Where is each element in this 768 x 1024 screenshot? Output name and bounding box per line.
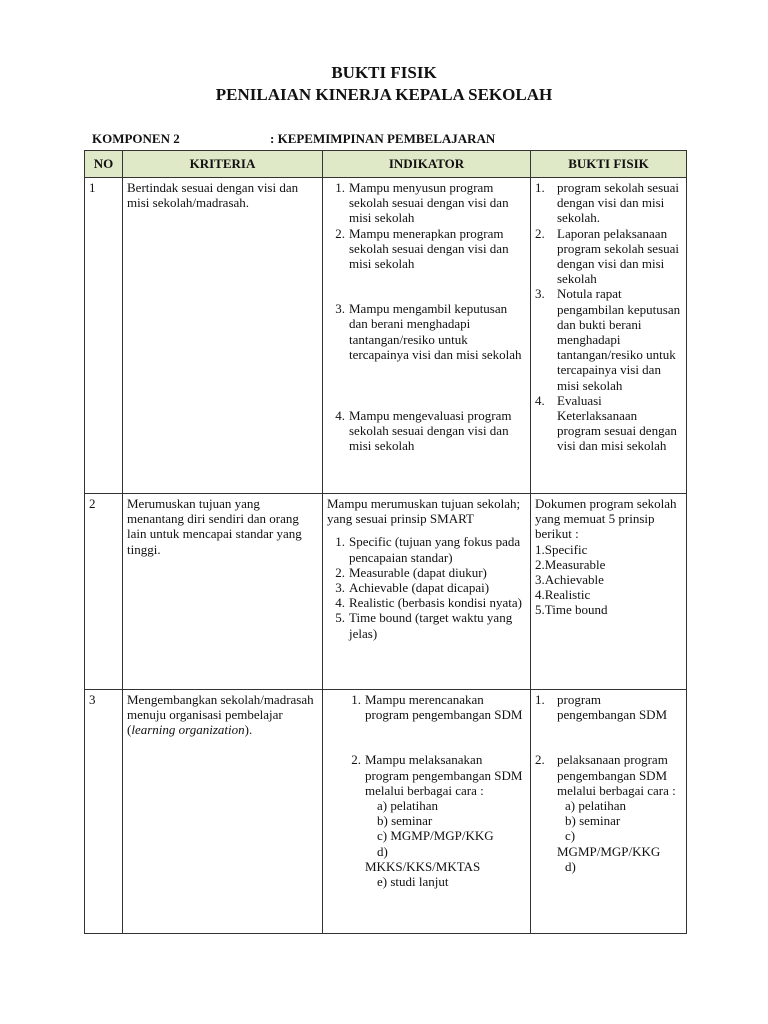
sub-item: e) studi lanjut [377,874,449,890]
list-item: 1. Mampu merencanakan program pengembangan SDM [351,692,523,723]
list-item: 2. Measurable (dapat diukur) [335,564,487,580]
sub-item: b) seminar [565,813,621,829]
list-item: 3. Notula rapat pengambilan keputusan dan bukti berani menghadapi tantangan/resiko untuk tercapainya visi dan misi sekolah [535,286,681,393]
doc-title-line1: BUKTI FISIK [331,63,437,82]
bukti-intro: Dokumen program sekolah yang memuat 5 prinsip berikut : [535,496,677,542]
cell-bukti-fisik [531,690,687,934]
list-item: 4.Realistic [535,587,591,603]
header-indikator: INDIKATOR [323,151,531,178]
sub-item-cont: MKKS/KKS/MKTAS [365,858,481,874]
list-item: 1.Specific [535,541,588,557]
list-item: 5.Time bound [535,602,608,618]
komponen-label: KOMPONEN 2 [92,131,180,146]
table-row [85,690,687,934]
cell-indikator [323,178,531,494]
list-item: 1. Specific (tujuan yang fokus pada pencapaian standar) [335,534,521,565]
cell-no: 3 [85,690,123,934]
cell-indikator [323,494,531,690]
list-item: 3. Mampu mengambil keputusan dan berani menghadapi tantangan/resiko untuk tercapainya visi dan misi sekolah [335,301,522,362]
list-item: 5. Time bound (target waktu yang jelas) [335,610,513,641]
sub-item: b) seminar [377,813,433,829]
list-item: 3. Achievable (dapat dicapai) [335,580,490,596]
cell-kriteria: Bertindak sesuai dengan visi dan misi sekolah/madrasah. [123,178,323,494]
table-row [85,178,687,494]
sub-item: d) [565,858,576,874]
sub-item-cont: MGMP/MGP/KKG [557,843,661,859]
doc-title-line2: PENILAIAN KINERJA KEPALA SEKOLAH [215,85,553,104]
list-item: 2.Measurable [535,556,606,572]
cell-no: 1 [85,178,123,494]
list-item: 1. program pengembangan SDM [535,692,668,723]
list-item: 2. pelaksanaan program pengembangan SDM melalui berbagai cara : [535,752,676,798]
sub-item: a) pelatihan [565,798,626,814]
list-item: 3.Achievable [535,572,604,588]
komponen-value: : KEPEMIMPINAN PEMBELAJARAN [270,131,496,146]
list-item: 4. Evaluasi Keterlaksanaan program sesuai dengan visi dan misi sekolah [535,392,677,454]
criteria-table [84,150,687,934]
list-item: 1. program sekolah sesuai dengan visi dan misi sekolah. [535,180,680,226]
indikator-intro: Mampu merumuskan tujuan sekolah; yang sesuai prinsip SMART [327,496,521,527]
table-row [85,494,687,690]
header-kriteria: KRITERIA [123,151,323,178]
cell-kriteria: Merumuskan tujuan yang menantang diri sendiri dan orang lain untuk mencapai standar yang tinggi. [123,494,323,690]
sub-item: a) pelatihan [377,798,438,814]
cell-bukti-fisik [531,178,687,494]
sub-item: d) [377,843,388,859]
cell-bukti-fisik [531,494,687,690]
cell-kriteria: Mengembangkan sekolah/madrasah menuju organisasi pembelajar (learning organization). [123,690,323,934]
cell-no: 2 [85,494,123,690]
header-bukti-fisik: BUKTI FISIK [531,151,687,178]
sub-item: c) MGMP/MGP/KKG [377,828,494,844]
header-no: NO [85,151,123,178]
cell-indikator [323,690,531,934]
table-header-row [85,151,687,178]
list-item: 4. Realistic (berbasis kondisi nyata) [335,595,522,611]
list-item: 2. Laporan pelaksanaan program sekolah sesuai dengan visi dan misi sekolah [535,225,680,287]
list-item: 1. Mampu menyusun program sekolah sesuai dengan visi dan misi sekolah [335,180,509,226]
list-item: 2. Mampu menerapkan program sekolah sesuai dengan visi dan misi sekolah [335,225,509,272]
list-item: 2. Mampu melaksanakan program pengembangan SDM melalui berbagai cara : [351,752,523,798]
list-item: 4. Mampu mengevaluasi program sekolah sesuai dengan visi dan misi sekolah [335,408,512,454]
sub-item: c) [565,828,576,844]
